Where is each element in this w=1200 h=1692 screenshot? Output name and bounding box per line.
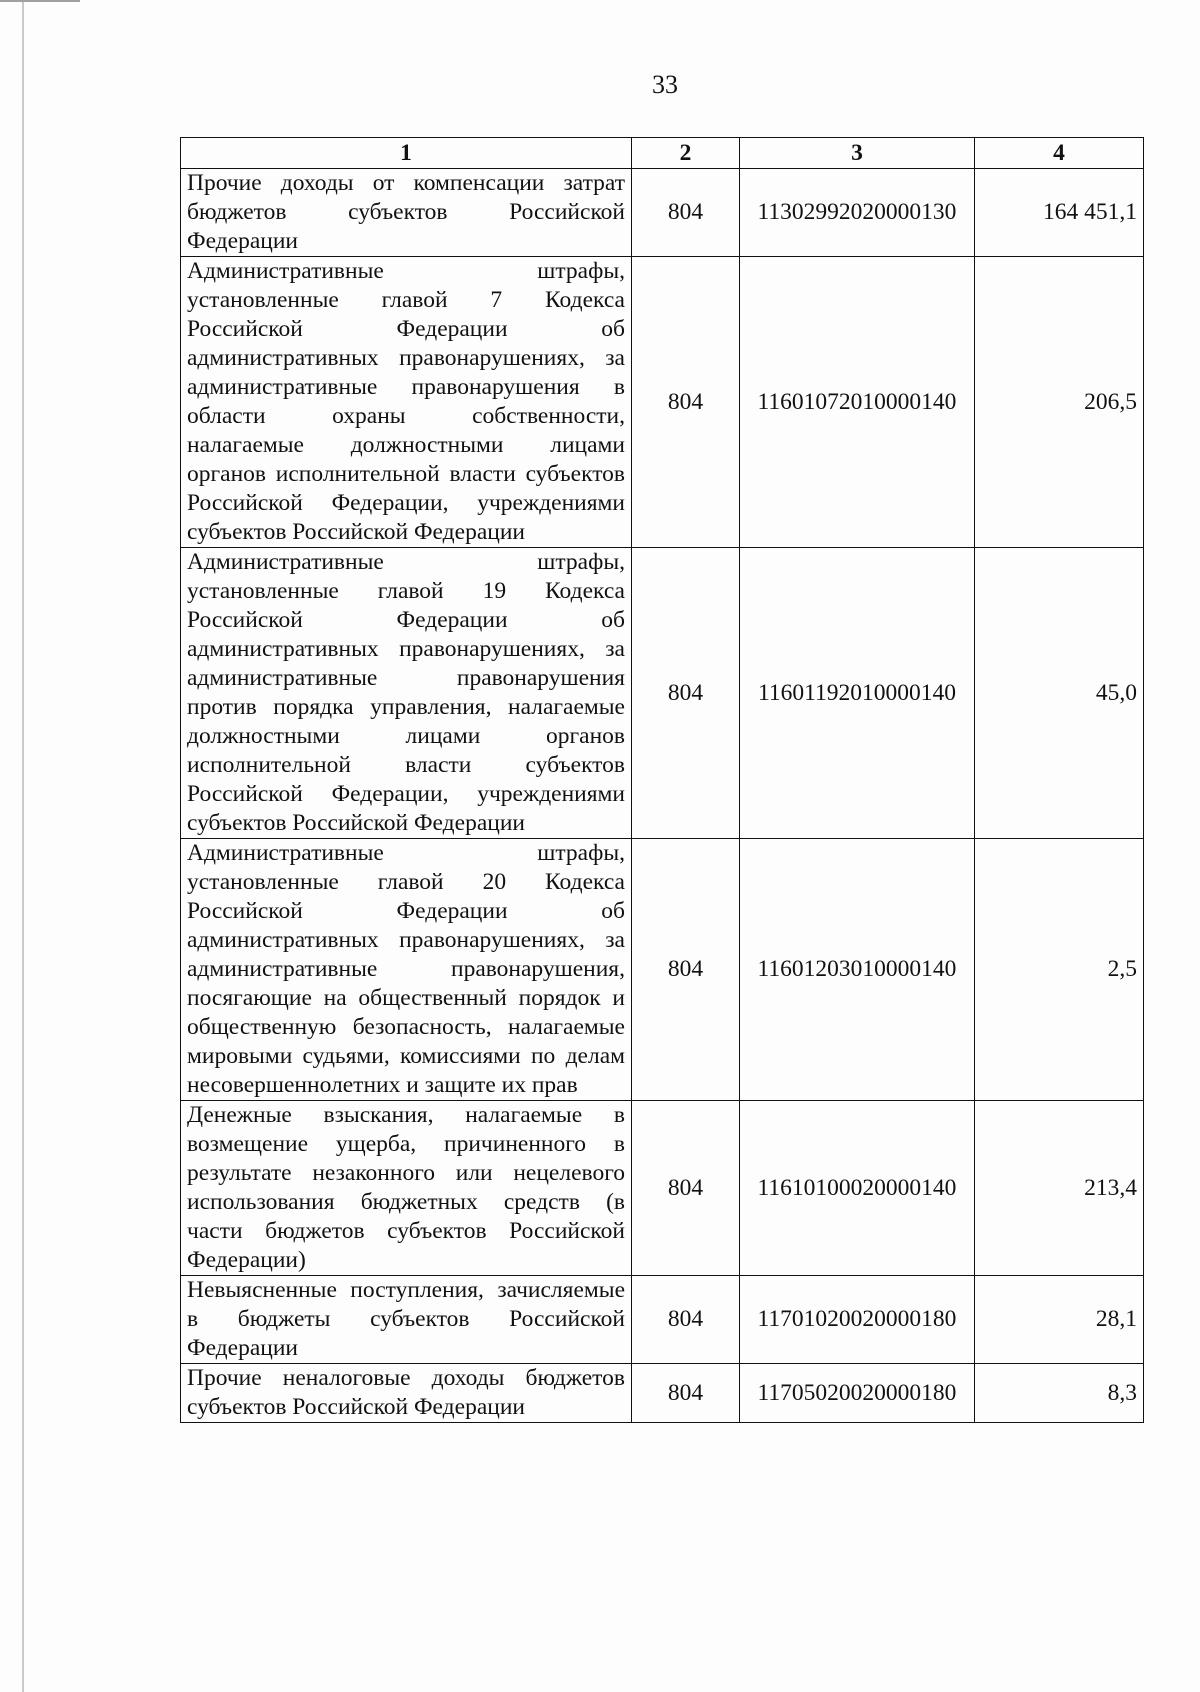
admin-code-cell: 804	[632, 257, 740, 548]
amount-cell: 8,3	[975, 1364, 1144, 1423]
revenue-name-cell: Административные штрафы, установленные главой 19 Кодекса Российской Федерации об административных правонарушениях, за административные правонарушения против порядка управления, налагаемые должностными лицами органов исполнительной власти субъектов Российской Федерации, учреждениями субъектов Российской Федерации	[181, 548, 632, 839]
scan-edge-left	[22, 0, 24, 1692]
table-row	[181, 1276, 1144, 1364]
admin-code-cell: 804	[632, 1101, 740, 1276]
admin-code-cell: 804	[632, 839, 740, 1101]
admin-code-cell: 804	[632, 1364, 740, 1423]
table-row	[181, 169, 1144, 257]
column-header-4: 4	[975, 138, 1144, 169]
column-header-1: 1	[181, 138, 632, 169]
table-row	[181, 1101, 1144, 1276]
budget-code-cell: 11601203010000140	[740, 839, 975, 1101]
revenue-name-cell: Денежные взыскания, налагаемые в возмещение ущерба, причиненного в результате незаконного или нецелевого использования бюджетных средств (в части бюджетов субъектов Российской Федерации)	[181, 1101, 632, 1276]
table-row	[181, 548, 1144, 839]
budget-code-cell: 11610100020000140	[740, 1101, 975, 1276]
table-row	[181, 257, 1144, 548]
amount-cell: 213,4	[975, 1101, 1144, 1276]
column-header-3: 3	[740, 138, 975, 169]
revenue-name-cell: Административные штрафы, установленные главой 7 Кодекса Российской Федерации об административных правонарушениях, за административные правонарушения в области охраны собственности, налагаемые должностными лицами органов исполнительной власти субъектов Российской Федерации, учреждениями субъектов Российской Федерации	[181, 257, 632, 548]
amount-cell: 164 451,1	[975, 169, 1144, 257]
scan-edge-top	[0, 0, 80, 2]
admin-code-cell: 804	[632, 1276, 740, 1364]
amount-cell: 45,0	[975, 548, 1144, 839]
admin-code-cell: 804	[632, 548, 740, 839]
amount-cell: 206,5	[975, 257, 1144, 548]
admin-code-cell: 804	[632, 169, 740, 257]
revenue-name-cell: Прочие неналоговые доходы бюджетов субъектов Российской Федерации	[181, 1364, 632, 1423]
column-header-2: 2	[632, 138, 740, 169]
budget-code-cell: 11701020020000180	[740, 1276, 975, 1364]
revenue-name-cell: Прочие доходы от компенсации затрат бюджетов субъектов Российской Федерации	[181, 169, 632, 257]
table-row	[181, 1364, 1144, 1423]
budget-code-cell: 11601072010000140	[740, 257, 975, 548]
amount-cell: 28,1	[975, 1276, 1144, 1364]
page-number: 33	[652, 70, 678, 99]
revenue-name-cell: Административные штрафы, установленные главой 20 Кодекса Российской Федерации об административных правонарушениях, за административные правонарушения, посягающие на общественный порядок и общественную безопасность, налагаемые мировыми судьями, комиссиями по делам несовершеннолетних и защите их прав	[181, 839, 632, 1101]
budget-code-cell: 11705020020000180	[740, 1364, 975, 1423]
budget-code-cell: 11601192010000140	[740, 548, 975, 839]
table-row	[181, 839, 1144, 1101]
table-header-row	[181, 138, 1144, 169]
amount-cell: 2,5	[975, 839, 1144, 1101]
budget-code-cell: 11302992020000130	[740, 169, 975, 257]
revenue-name-cell: Невыясненные поступления, зачисляемые в бюджеты субъектов Российской Федерации	[181, 1276, 632, 1364]
revenue-table	[180, 137, 1144, 1423]
